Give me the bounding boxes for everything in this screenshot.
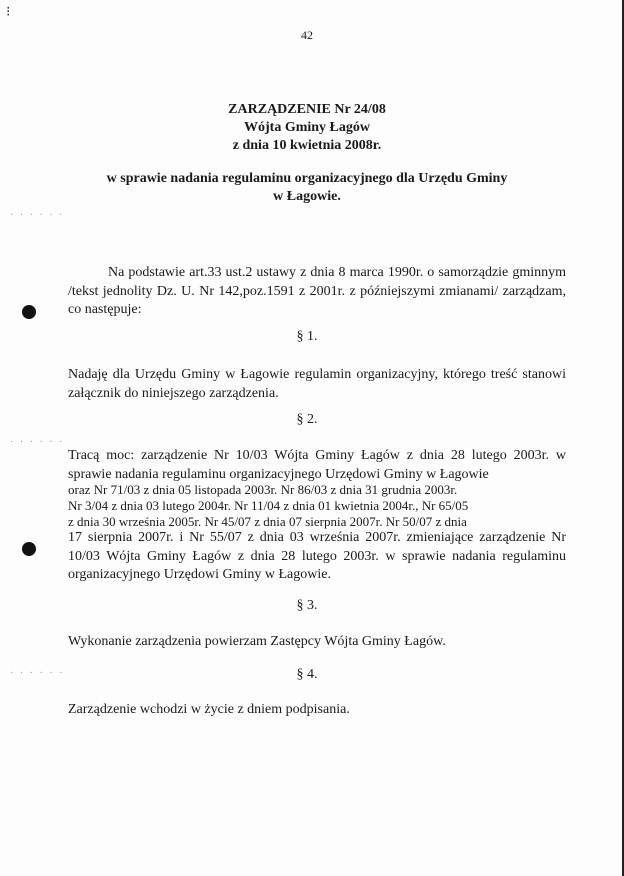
document-subject [0,170,614,206]
section-4-label: § 4. [296,667,318,682]
title-line-1: ZARZĄDZENIE Nr 24/08 [228,102,386,117]
section-1-text: Nadaję dla Urzędu Gminy w Łagowie regulamin organizacyjny, którego treść stanowi załącznik do niniejszego zarządzenia. [68,367,566,401]
title-line-3: z dnia 10 kwietnia 2008r. [232,138,382,153]
subject-line-2: w Łagowie. [273,189,341,204]
section-1-label: § 1. [296,329,318,344]
section-4-text: Zarządzenie wchodzi w życie z dniem podpisania. [68,702,350,717]
section-3-text: Wykonanie zarządzenia powierzam Zastępcy Wójta Gminy Łagów. [68,634,446,649]
page-number: 42 [301,28,313,42]
section-2-label: § 2. [296,412,318,427]
punch-hole-icon [22,542,36,556]
title-line-2: Wójta Gminy Łagów [244,120,370,135]
margin-dots-icon: · · · · · · [10,437,65,448]
preamble-paragraph: Na podstawie art.33 ust.2 ustawy z dnia 8 marca 1990r. o samorządzie gminnym /tekst jednolity Dz. U. Nr 142,poz.1591 z 2001r. z późniejszymi zmianami/ zarządzam, co następuje: [68,265,566,317]
section-3-label: § 3. [296,598,318,613]
scan-mark-icon: ⁝ [6,5,11,20]
section-2-line-4: z dnia 30 września 2005r. Nr 45/07 z dnia 07 sierpnia 2007r. Nr 50/07 z dnia [68,514,467,529]
margin-dots-icon: · · · · · · [10,668,65,679]
margin-dots-icon: · · · · · · [10,210,65,221]
subject-line-1: w sprawie nadania regulaminu organizacyjnego dla Urzędu Gminy [106,171,508,186]
document-title [0,101,614,155]
section-2-line-3: Nr 3/04 z dnia 03 lutego 2004r. Nr 11/04 z dnia 01 kwietnia 2004r., Nr 65/05 [68,498,469,513]
section-2-line-2: oraz Nr 71/03 z dnia 05 listopada 2003r. Nr 86/03 z dnia 31 grudnia 2003r. [68,482,458,497]
section-2-line-1: Tracą moc: zarządzenie Nr 10/03 Wójta Gminy Łagów z dnia 28 lutego 2003r. w sprawie nadania regulaminu organizacyjnego Urzędowi Gminy w Łagowie [68,448,566,482]
section-2-line-5: 17 sierpnia 2007r. i Nr 55/07 z dnia 03 września 2007r. zmieniające zarządzenie Nr 10/03 Wójta Gminy Łagów z dnia 28 lutego 2003r. w sprawie nadania regulaminu organizacyjnego Urzędowi Gminy w Łagowie. [68,530,566,582]
punch-hole-icon [22,305,36,319]
